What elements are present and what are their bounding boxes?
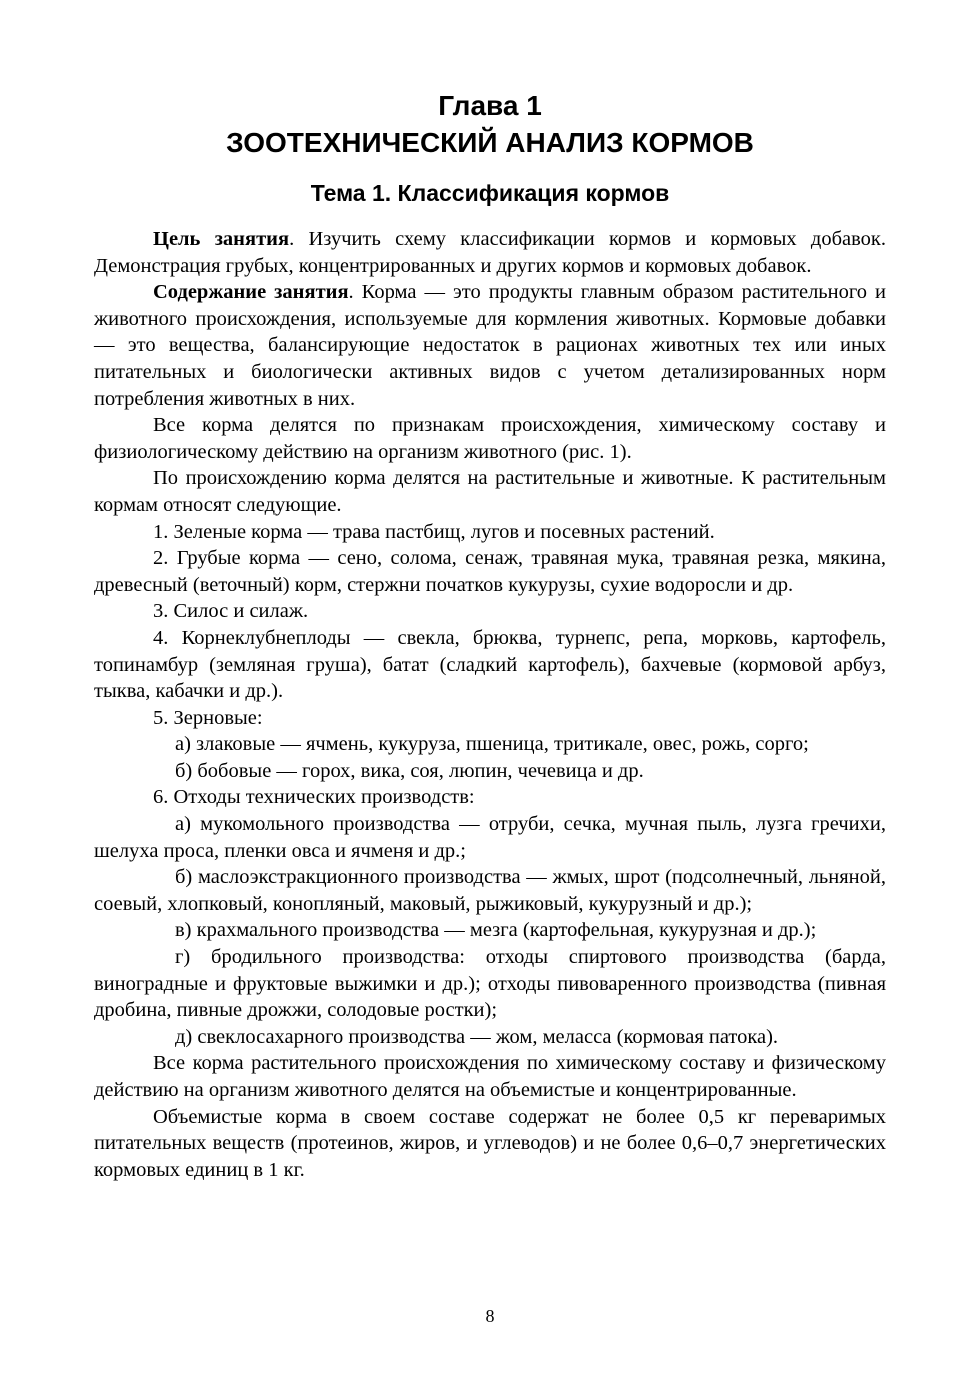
list-item: 5. Зерновые: (153, 706, 263, 729)
sub-list-item: а) злаковые — ячмень, кукуруза, пшеница, тритикале, овес, рожь, сорго; (175, 733, 809, 756)
list-item: 1. Зеленые корма — трава пастбищ, лугов и посевных растений. (153, 520, 715, 543)
list-item: 6. Отходы технических производств: (153, 786, 475, 809)
content-paragraph (94, 279, 886, 412)
sub-list-item: б) маслоэкстракционного производства — жмых, шрот (подсолнечный, льняной, соевый, хлопковый, конопляный, маковый, рыжиковый, кукурузный и др.); (94, 866, 886, 915)
goal-paragraph (94, 226, 886, 279)
goal-label: Цель занятия (153, 228, 290, 250)
sub-list-item: г) бродильного производства: отходы спиртового производства (барда, виноградные и фруктовые выжимки и др.); отходы пивоваренного производства (пивная дробина, пивные дрожжи, солодовые ростки); (94, 946, 886, 1022)
list-item: 3. Силос и силаж. (153, 600, 309, 623)
list-item: 2. Грубые корма — сено, солома, сенаж, травяная мука, травяная резка, мякина, древесный (веточный) корм, стержни початков кукурузы, сухие водоросли и др. (94, 547, 886, 596)
chapter-title: ЗООТЕХНИЧЕСКИЙ АНАЛИЗ КОРМОВ (226, 127, 754, 158)
content-text: . Корма — это продукты главным образом растительного и животного происхождения, используемые для кормления животных. Кормовые добавки — это вещества, балансирующие недостаток в рационах животных тех или иных питательных и биологически активных видов с учетом детализированных норм потребления животных в них. (94, 281, 886, 410)
chapter-number: Глава 1 (438, 90, 542, 121)
list-item: 4. Корнеклубнеплоды — свекла, брюква, турнепс, репа, морковь, картофель, топинамбур (земляная груша), батат (сладкий картофель), бахчевые (кормовой арбуз, тыква, кабачки и др.). (94, 626, 886, 703)
content-label: Содержание занятия (153, 281, 349, 304)
goal-text: . Изучить схему классификации кормов и кормовых добавок. Демонстрация грубых, концентрированных и других кормов и кормовых добавок. (94, 228, 887, 277)
page-number: 8 (485, 1306, 495, 1326)
topic-title: Тема 1. Классификация кормов (310, 180, 670, 206)
paragraph: Объемистые корма в своем составе содержат не более 0,5 кг переваримых питательных веществ (протеинов, жиров, и углеводов) и не более 0,6–0,7 энергетических кормовых единиц в 1 кг. (94, 1105, 886, 1181)
sub-list-item: д) свеклосахарного производства — жом, меласса (кормовая патока). (175, 1025, 779, 1048)
body-text (94, 226, 886, 1183)
paragraph: По происхождению корма делятся на растительные и животные. К растительным кормам относят следующие. (94, 467, 886, 516)
paragraph: Все корма растительного происхождения по химическому составу и физическому действию на организм животного делятся на объемистые и концентрированные. (94, 1052, 886, 1101)
sub-list-item: а) мукомольного производства — отруби, сечка, мучная пыль, лузга гречихи, шелуха проса, пленки овса и ячменя и др.; (94, 813, 886, 862)
paragraph: Все корма делятся по признакам происхождения, химическому составу и физиологическому действию на организм животного (рис. 1). (94, 414, 886, 463)
sub-list-item: б) бобовые — горох, вика, соя, люпин, чечевица и др. (175, 759, 644, 782)
sub-list-item: в) крахмального производства — мезга (картофельная, кукурузная и др.); (175, 919, 817, 942)
